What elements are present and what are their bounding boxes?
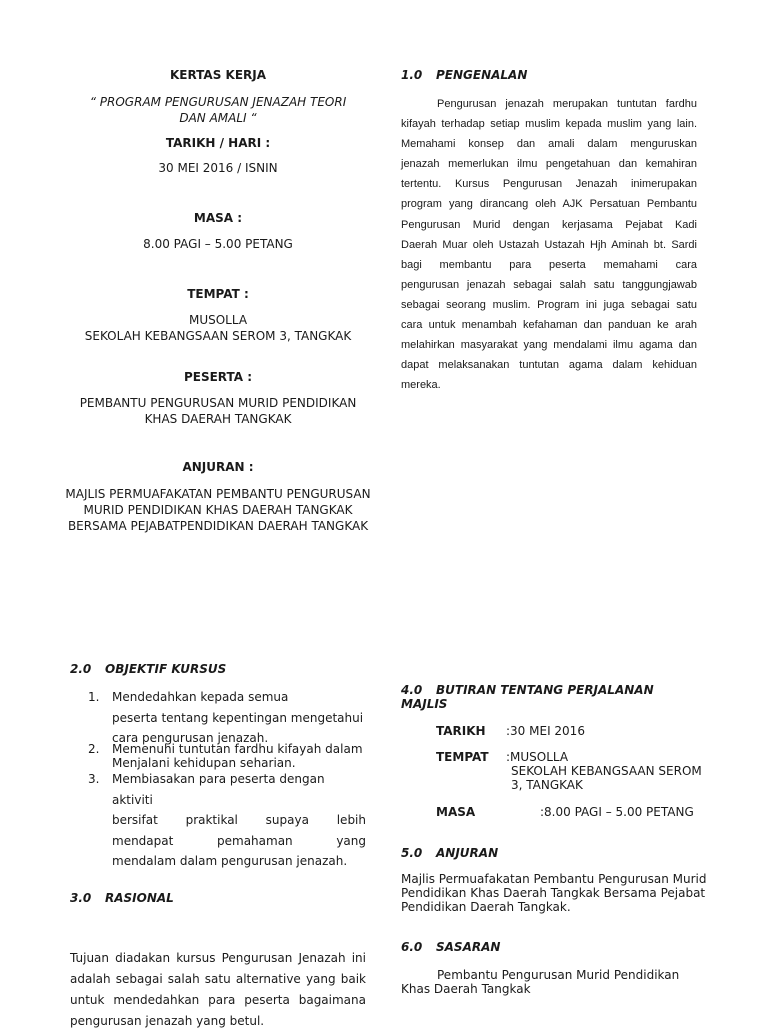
section-number: 6.0 (401, 940, 423, 954)
intro-line: Memahami konsep dan amali dalam menguruskan (401, 138, 697, 151)
section-title: PENGENALAN (436, 68, 528, 82)
details-venue-key: TEMPAT (436, 750, 489, 764)
list-item-line: mendapat pemahaman yang (112, 833, 366, 848)
rationale-line: untuk mendedahkan para peserta bagaimana (70, 993, 366, 1007)
rationale-paragraph (70, 948, 366, 1032)
intro-line: Pengurusan jenazah merupakan tuntutan fardhu (437, 98, 697, 110)
intro-paragraph (401, 94, 697, 395)
intro-line: kifayah terhadap setiap muslim kepada muslim yang lain. (401, 118, 697, 131)
section-title: ANJURAN (436, 846, 499, 860)
rationale-line: pengurusan jenazah yang betul. (70, 1014, 265, 1028)
venue-block (70, 312, 366, 344)
rationale-line: Tujuan diadakan kursus Pengurusan Jenazah ini (70, 951, 366, 965)
details-time-key: MASA (436, 805, 476, 819)
participants-line: PEMBANTU PENGURUSAN MURID PENDIDIKAN (79, 396, 357, 410)
section-heading-rationale (70, 891, 366, 905)
details-date-key: TARIKH (436, 724, 486, 738)
list-item-line: peserta tentang kepentingan mengetahui (112, 710, 364, 725)
organizer-block (60, 486, 376, 534)
organizer-text-line: Majlis Permuafakatan Pembantu Pengurusan Murid (401, 872, 707, 886)
details-venue-line: 3, TANGKAK (511, 778, 583, 792)
organizer-line: MAJLIS PERMUAFAKATAN PEMBANTU PENGURUSAN (65, 487, 371, 501)
list-item-line: cara pengurusan jenazah. (112, 731, 269, 745)
target-paragraph (401, 968, 711, 996)
intro-line: cara untuk menambah kefahaman dan panduan ke arah (401, 319, 697, 332)
section-title: BUTIRAN TENTANG PERJALANAN MAJLIS (401, 683, 654, 711)
details-time-value: :8.00 PAGI – 5.00 PETANG (540, 805, 694, 819)
objectives-list (70, 687, 366, 868)
intro-line: bagi membantu para peserta memahami cara (401, 258, 697, 271)
list-item (88, 687, 366, 749)
time-label: MASA : (193, 211, 243, 225)
organizer-text-line: Pendidikan Daerah Tangkak. (401, 900, 571, 914)
intro-line: sebagai seorang muslim. Program ini juga sebagai satu (401, 298, 697, 311)
doc-type: KERTAS KERJA (169, 68, 267, 82)
organizer-line: MURID PENDIDIKAN KHAS DAERAH TANGKAK (83, 503, 353, 517)
section-heading-organizer (401, 846, 697, 860)
venue-label: TEMPAT : (187, 287, 249, 301)
section-number: 1.0 (401, 68, 423, 82)
program-title: “ PROGRAM PENGURUSAN JENAZAH TEORI DAN AMALI “ (89, 95, 347, 125)
intro-line: melahirkan masyarakat yang mendalami ilmu agama dan (401, 339, 697, 352)
intro-line: mereka. (401, 379, 441, 392)
intro-line: tertentu. Kursus Pengurusan Jenazah inimerupakan (401, 178, 697, 191)
participants-line: KHAS DAERAH TANGKAK (144, 412, 292, 426)
list-item (88, 742, 366, 770)
section-heading-objectives (70, 662, 366, 676)
details-venue-line: SEKOLAH KEBANGSAAN SEROM (511, 764, 702, 778)
list-item-line: bersifat praktikal supaya lebih (112, 813, 366, 827)
section-title: SASARAN (436, 940, 501, 954)
organizer-label: ANJURAN : (182, 460, 254, 474)
section-heading-intro (401, 68, 697, 82)
intro-line: jenazah memerlukan ilmu pengetahuan dan kemahiran (401, 158, 697, 171)
section-heading-target (401, 940, 697, 954)
venue-line: SEKOLAH KEBANGSAAN SEROM 3, TANGKAK (84, 329, 352, 343)
organizer-line: BERSAMA PEJABATPENDIDIKAN DAERAH TANGKAK (67, 519, 369, 533)
details-venue-line: :MUSOLLA (506, 750, 569, 764)
venue-line: MUSOLLA (188, 313, 248, 327)
intro-line: dapat melaksanakan tuntutan agama dalam kehiduan (401, 359, 697, 372)
list-number: 1. (88, 690, 100, 704)
target-line: Pembantu Pengurusan Murid Pendidikan (437, 968, 680, 982)
participants-label: PESERTA : (183, 370, 253, 384)
intro-line: Pengurusan Murid dengan kerjasama Pejabat Kadi (401, 218, 697, 231)
list-item (88, 769, 366, 872)
details-date-value: :30 MEI 2016 (506, 724, 585, 738)
organizer-paragraph (401, 872, 711, 914)
list-item-line: mendalam dalam pengurusan jenazah. (112, 854, 348, 868)
list-item-line: Menjalani kehidupan seharian. (112, 756, 296, 770)
section-number: 5.0 (401, 846, 423, 860)
time-value: 8.00 PAGI – 5.00 PETANG (143, 237, 293, 251)
section-number: 4.0 (401, 683, 423, 697)
section-heading-details (401, 683, 697, 711)
intro-line: Daerah Muar oleh Ustazah Ustazah Hjh Aminah bt. Sardi (401, 238, 697, 251)
date-value: 30 MEI 2016 / ISNIN (158, 161, 278, 175)
section-number: 2.0 (70, 662, 92, 676)
section-title: OBJEKTIF KURSUS (105, 662, 227, 676)
participants-block (70, 395, 366, 427)
intro-line: program yang dirancang oleh AJK Persatuan Pembantu (401, 198, 697, 211)
list-item-line: Membiasakan para peserta dengan aktiviti (112, 772, 325, 807)
list-item-line: Memenuhi tuntutan fardhu kifayah dalam (112, 742, 363, 756)
details-venue-value (506, 750, 702, 792)
list-item-line: Mendedahkan kepada semua (112, 690, 289, 704)
target-line: Khas Daerah Tangkak (401, 982, 531, 996)
rationale-line: adalah sebagai salah satu alternative yang baik (70, 972, 366, 986)
section-title: RASIONAL (105, 891, 174, 905)
date-label: TARIKH / HARI : (165, 136, 271, 150)
organizer-text-line: Pendidikan Khas Daerah Tangkak Bersama Pejabat (401, 886, 706, 900)
list-number: 2. (88, 742, 100, 756)
intro-line: pengurusan jenazah sebagai salah satu tanggungjawab (401, 278, 697, 291)
list-number: 3. (88, 772, 100, 786)
section-number: 3.0 (70, 891, 92, 905)
